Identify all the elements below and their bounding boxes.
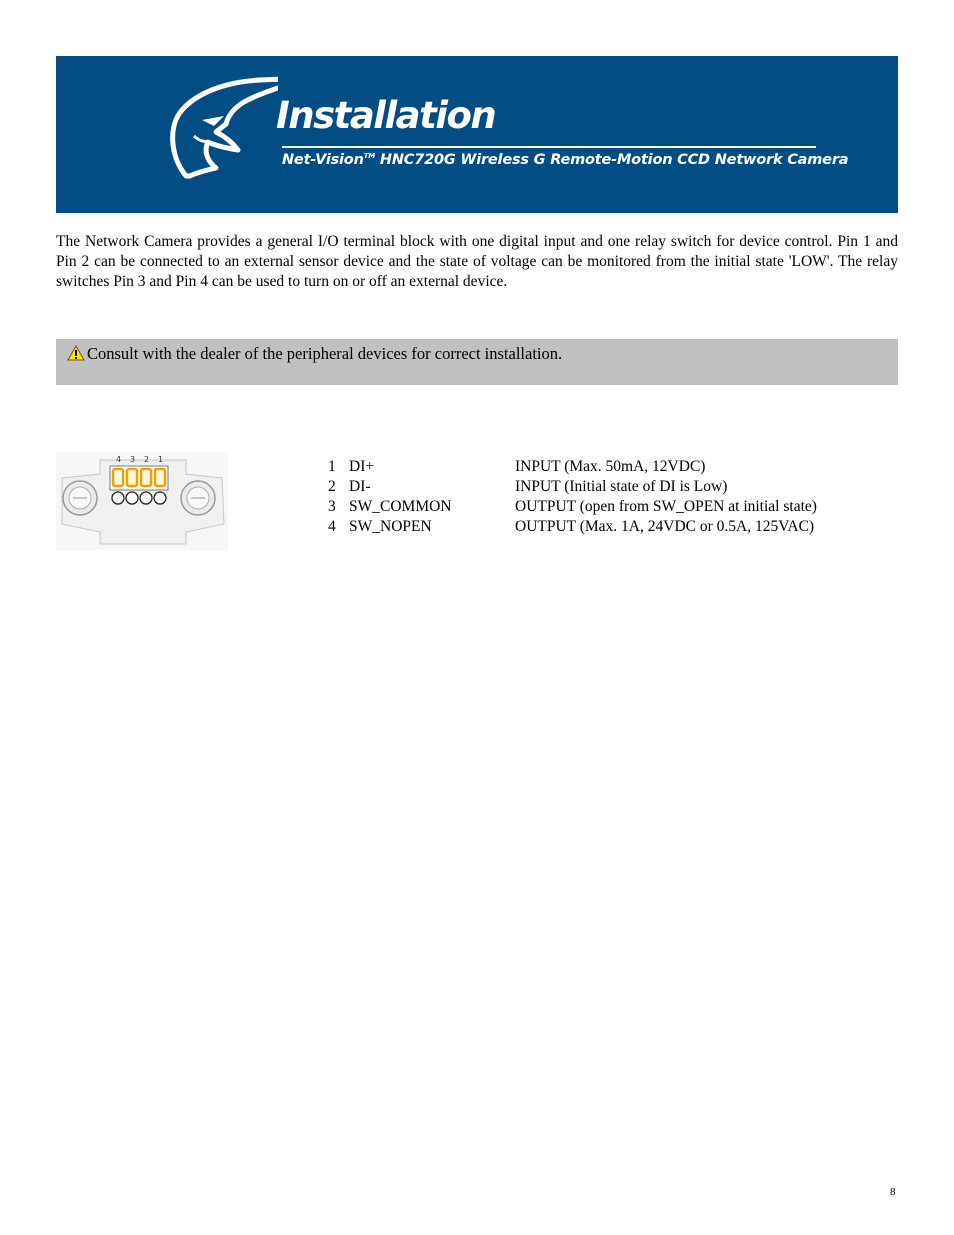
pin-row xyxy=(328,517,888,537)
pin-name: SW_COMMON xyxy=(349,498,452,515)
pin-label-3: 3 xyxy=(130,455,136,464)
banner-title: Installation xyxy=(276,94,496,137)
pin-label-4: 4 xyxy=(116,455,122,464)
pin-number: 3 xyxy=(328,498,336,515)
pin-description: INPUT (Initial state of DI is Low) xyxy=(515,478,728,495)
pin-row xyxy=(328,477,888,497)
note-text: Consult with the dealer of the peripheral devices for correct installation. xyxy=(87,344,563,363)
pin-label-2: 2 xyxy=(144,455,150,464)
eagle-head-icon xyxy=(168,76,278,188)
pin-name: SW_NOPEN xyxy=(349,518,432,535)
warning-icon xyxy=(67,345,85,361)
intro-paragraph: The Network Camera provides a general I/O terminal block with one digital input and one relay switch for device control. Pin 1 and Pin 2 can be connected to an external sensor device and the state of voltage can be monitored from the initial state 'LOW'. The relay switches Pin 3 and Pin 4 can be used to turn on or off an external device. xyxy=(56,233,898,290)
banner-divider xyxy=(282,146,816,148)
pin-table xyxy=(328,457,888,537)
note-box xyxy=(56,339,898,385)
pin-name: DI+ xyxy=(349,458,375,475)
pin-number: 2 xyxy=(328,478,336,495)
brand-name: Net-Vision xyxy=(282,152,364,168)
pin-name: DI- xyxy=(349,478,371,495)
pin-row xyxy=(328,457,888,477)
page-number: 8 xyxy=(890,1186,896,1198)
terminal-block-image xyxy=(56,452,228,550)
pin-number: 4 xyxy=(328,518,336,535)
trademark-mark: TM xyxy=(363,152,376,161)
pin-description: OUTPUT (open from SW_OPEN at initial state) xyxy=(515,498,817,515)
pin-description: OUTPUT (Max. 1A, 24VDC or 0.5A, 125VAC) xyxy=(515,518,815,535)
pin-label-1: 1 xyxy=(158,455,164,464)
pin-description: INPUT (Max. 50mA, 12VDC) xyxy=(515,458,706,475)
banner-subtitle xyxy=(282,152,848,168)
product-name: HNC720G Wireless G Remote-Motion CCD Network Camera xyxy=(375,152,849,168)
header-banner xyxy=(56,56,898,213)
pin-number: 1 xyxy=(328,458,336,475)
pin-row xyxy=(328,497,888,517)
